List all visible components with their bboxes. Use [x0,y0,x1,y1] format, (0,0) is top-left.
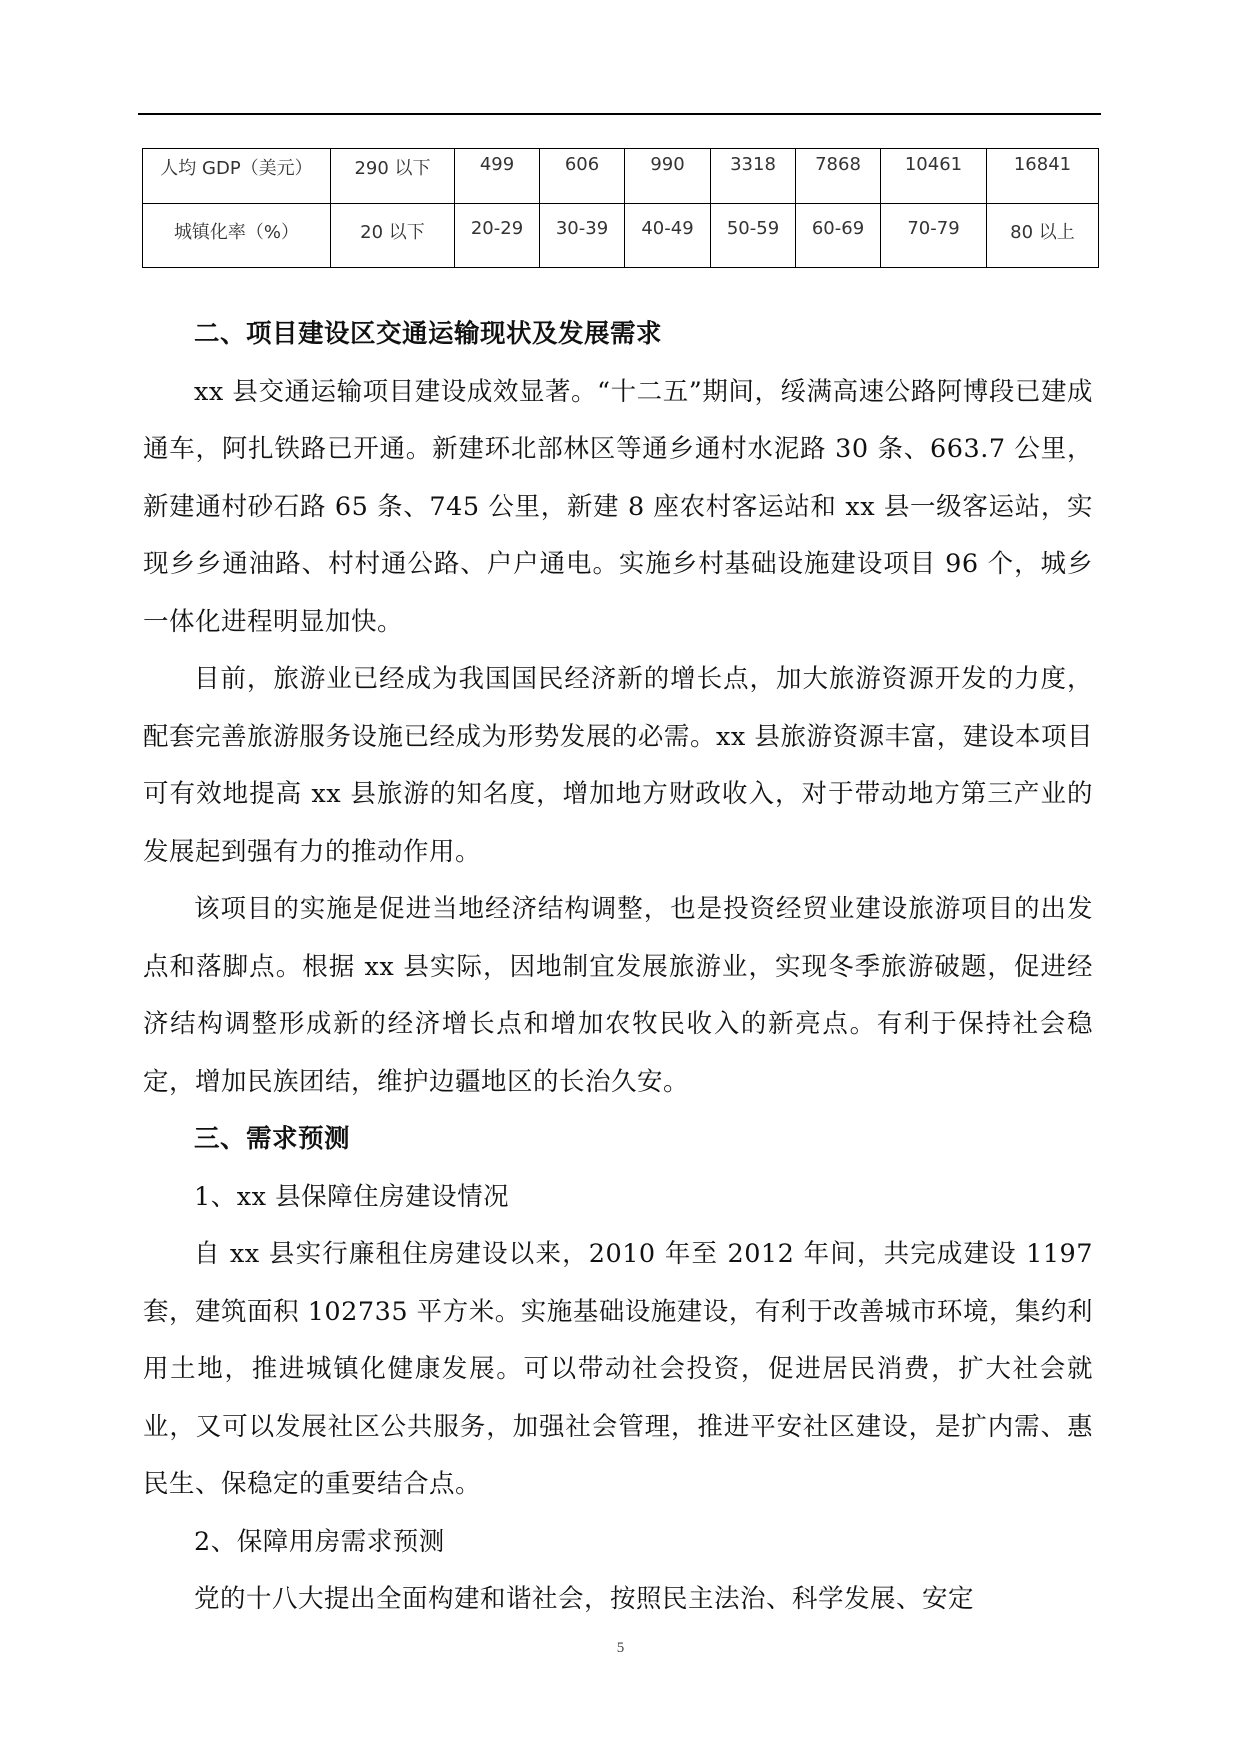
table-cell: 20 以下 [331,204,455,268]
table-cell: 606 [540,149,625,204]
table-cell: 40-49 [625,204,711,268]
table-cell: 990 [625,149,711,204]
table-cell: 290 以下 [331,149,455,204]
header-rule [138,113,1101,115]
subsection-heading-2: 2、保障用房需求预测 [194,1526,445,1557]
table-cell: 50-59 [711,204,796,268]
statistics-table [142,148,1099,268]
table-cell: 7868 [796,149,881,204]
table-cell: 80 以上 [987,204,1099,268]
table-cell: 人均 GDP（美元） [143,149,331,204]
page-number: 5 [616,1640,625,1656]
subsection-heading-1: 1、xx 县保障住房建设情况 [194,1181,510,1212]
table-cell: 16841 [987,149,1099,204]
table-cell: 城镇化率（%） [143,204,331,268]
paragraph: 自 xx 县实行廉租住房建设以来，2010 年至 2012 年间，共完成建设 1197 套，建筑面积 102735 平方米。实施基础设施建设，有利于改善城市环境，集约利用土地，推进城镇化健康发展。可以带动社会投资，促进居民消费，扩大社会就业，又可以发展社区公共服务，加强社会管理，推进平安社区建设，是扩内需、惠民生、保稳定的重要结合点。 [143,1239,1093,1499]
section-heading-3: 三、需求预测 [194,1124,351,1154]
table-cell: 60-69 [796,204,881,268]
paragraph: 党的十八大提出全面构建和谐社会，按照民主法治、科学发展、安定 [194,1584,975,1614]
paragraph: 目前，旅游业已经成为我国国民经济新的增长点，加大旅游资源开发的力度，配套完善旅游服务设施已经成为形势发展的必需。xx 县旅游资源丰富，建设本项目可有效地提高 xx 县旅游的知名度，增加地方财政收入，对于带动地方第三产业的发展起到强有力的推动作用。 [143,664,1093,867]
table-cell: 30-39 [540,204,625,268]
table-cell: 20-29 [455,204,540,268]
paragraph: xx 县交通运输项目建设成效显著。“十二五”期间，绥满高速公路阿博段已建成通车，阿扎铁路已开通。新建环北部林区等通乡通村水泥路 30 条、663.7 公里，新建通村砂石路 65 条、745 公里，新建 8 座农村客运站和 xx 县一级客运站，实现乡乡通油路、村村通公路、户户通电。实施乡村基础设施建设项目 96 个，城乡一体化进程明显加快。 [143,376,1093,637]
table-cell: 3318 [711,149,796,204]
table-row-gdp [143,149,1099,204]
table-cell: 70-79 [881,204,987,268]
table-cell: 10461 [881,149,987,204]
paragraph: 该项目的实施是促进当地经济结构调整，也是投资经贸业建设旅游项目的出发点和落脚点。根据 xx 县实际，因地制宜发展旅游业，实现冬季旅游破题，促进经济结构调整形成新的经济增长点和增加农牧民收入的新亮点。有利于保持社会稳定，增加民族团结，维护边疆地区的长治久安。 [143,894,1093,1097]
table-cell: 499 [455,149,540,204]
table-row-urbanization [143,204,1099,268]
section-heading-2: 二、项目建设区交通运输现状及发展需求 [194,319,663,349]
document-body [143,306,1093,1629]
